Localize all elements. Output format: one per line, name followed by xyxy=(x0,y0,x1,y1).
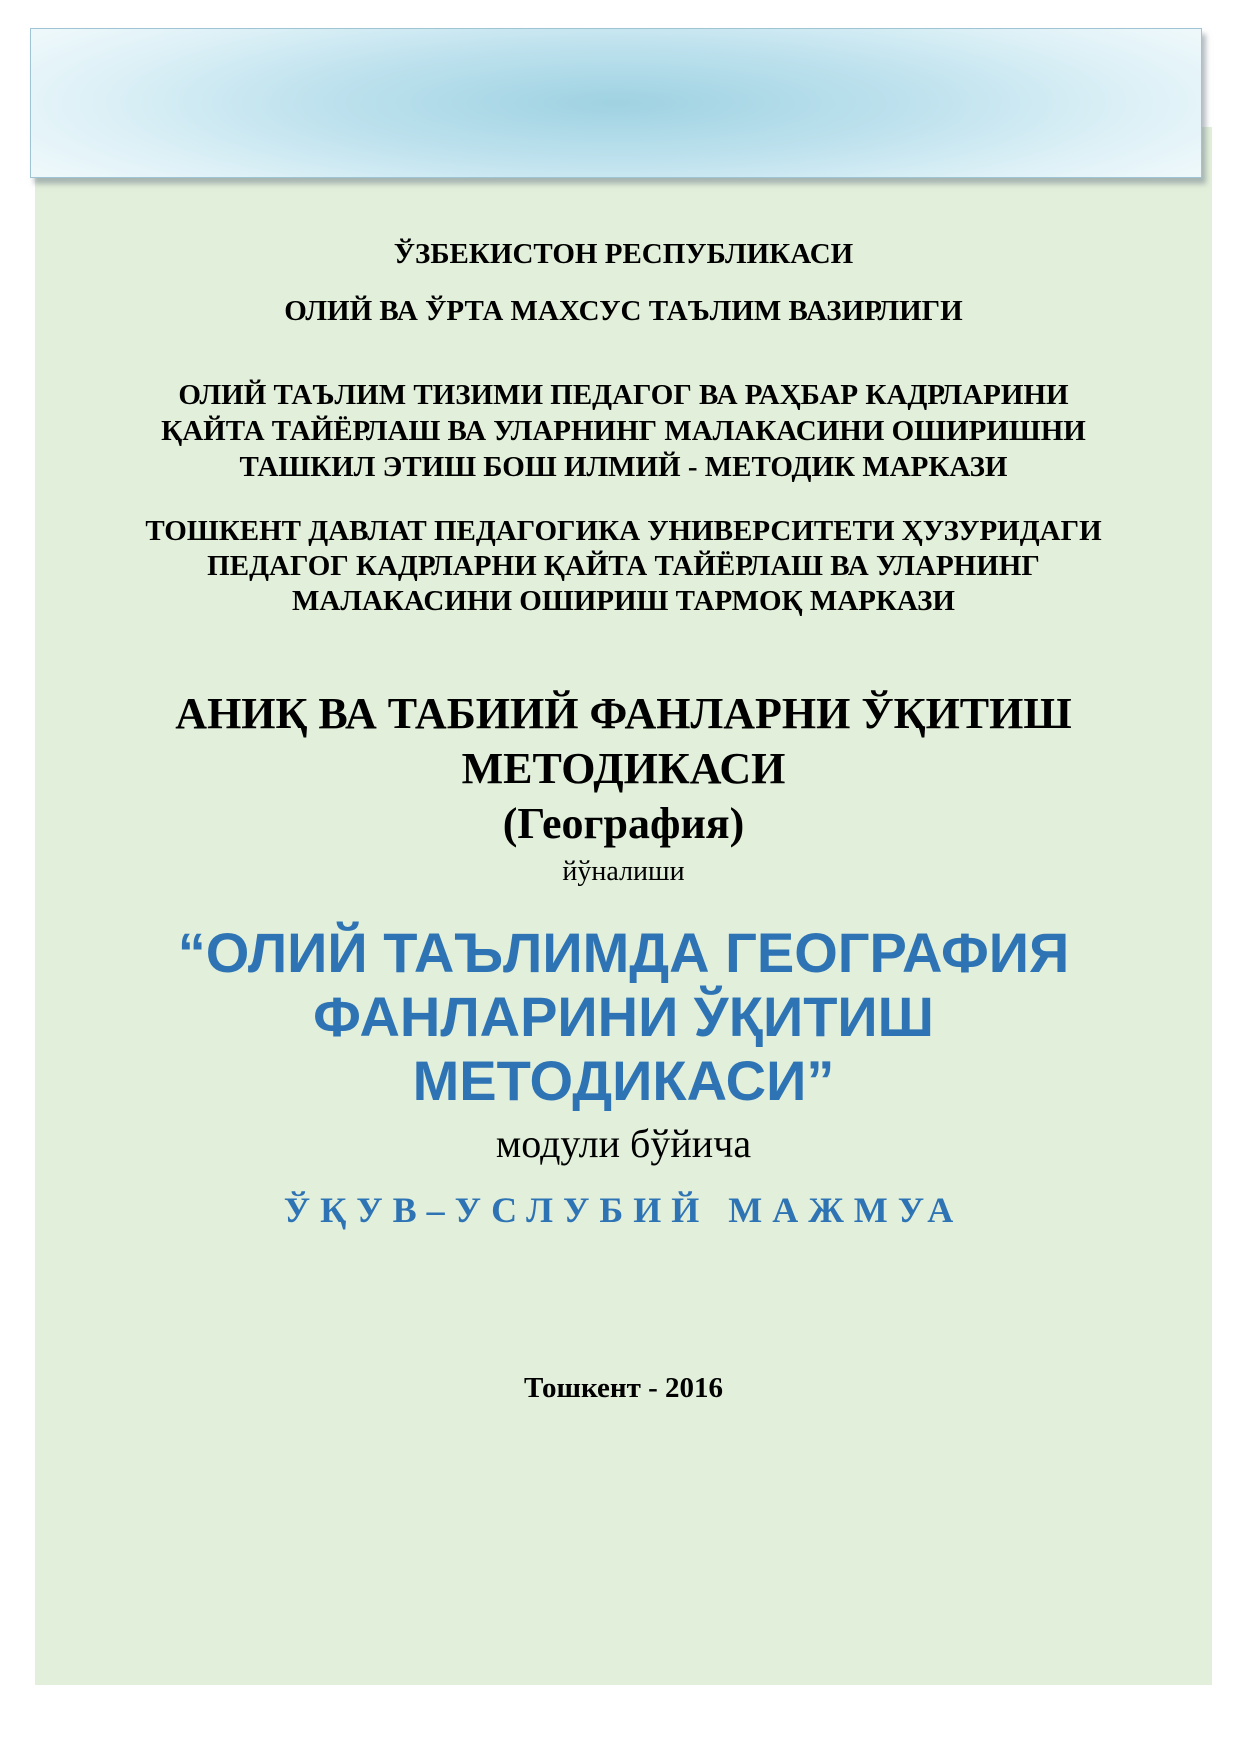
direction-title-line-1: АНИҚ ВА ТАБИИЙ ФАНЛАРНИ ЎҚИТИШ xyxy=(175,689,1072,738)
module-title-line-1: “ОЛИЙ ТАЪЛИМДА ГЕОГРАФИЯ xyxy=(177,921,1070,984)
university-line-1: ТОШКЕНТ ДАВЛАТ ПЕДАГОГИКА УНИВЕРСИТЕТИ ҲУЗУРИДАГИ xyxy=(145,515,1102,547)
direction-subject: (География) xyxy=(502,799,745,848)
module-label: модули бўйича xyxy=(495,1121,752,1166)
ministry-name: ОЛИЙ ВА ЎРТА МАХСУС ТАЪЛИМ ВАЗИРЛИГИ xyxy=(284,295,963,327)
center-name-line-3: ТАШКИЛ ЭТИШ БОШ ИЛМИЙ - МЕТОДИК МАРКАЗИ xyxy=(239,451,1008,483)
direction-label: йўналиши xyxy=(562,856,685,887)
center-name-line-1: ОЛИЙ ТАЪЛИМ ТИЗИМИ ПЕДАГОГ ВА РАҲБАР КАДРЛАРИНИ xyxy=(178,379,1069,411)
direction-title-line-2: МЕТОДИКАСИ xyxy=(461,744,786,793)
country-name: ЎЗБЕКИСТОН РЕСПУБЛИКАСИ xyxy=(393,238,854,270)
module-title-line-3: МЕТОДИКАСИ” xyxy=(412,1049,835,1112)
center-name-line-2: ҚАЙТА ТАЙЁРЛАШ ВА УЛАРНИНГ МАЛАКАСИНИ ОШИРИШНИ xyxy=(161,415,1086,447)
university-line-3: МАЛАКАСИНИ ОШИРИШ ТАРМОҚ МАРКАЗИ xyxy=(292,585,955,617)
module-title-line-2: ФАНЛАРИНИ ЎҚИТИШ xyxy=(313,985,934,1048)
document-type: ЎҚУВ–УСЛУБИЙ МАЖМУА xyxy=(283,1190,964,1230)
university-line-2: ПЕДАГОГ КАДРЛАРНИ ҚАЙТА ТАЙЁРЛАШ ВА УЛАРНИНГ xyxy=(207,550,1040,582)
city-year: Тошкент - 2016 xyxy=(524,1372,723,1404)
cover-content xyxy=(35,0,1212,1754)
